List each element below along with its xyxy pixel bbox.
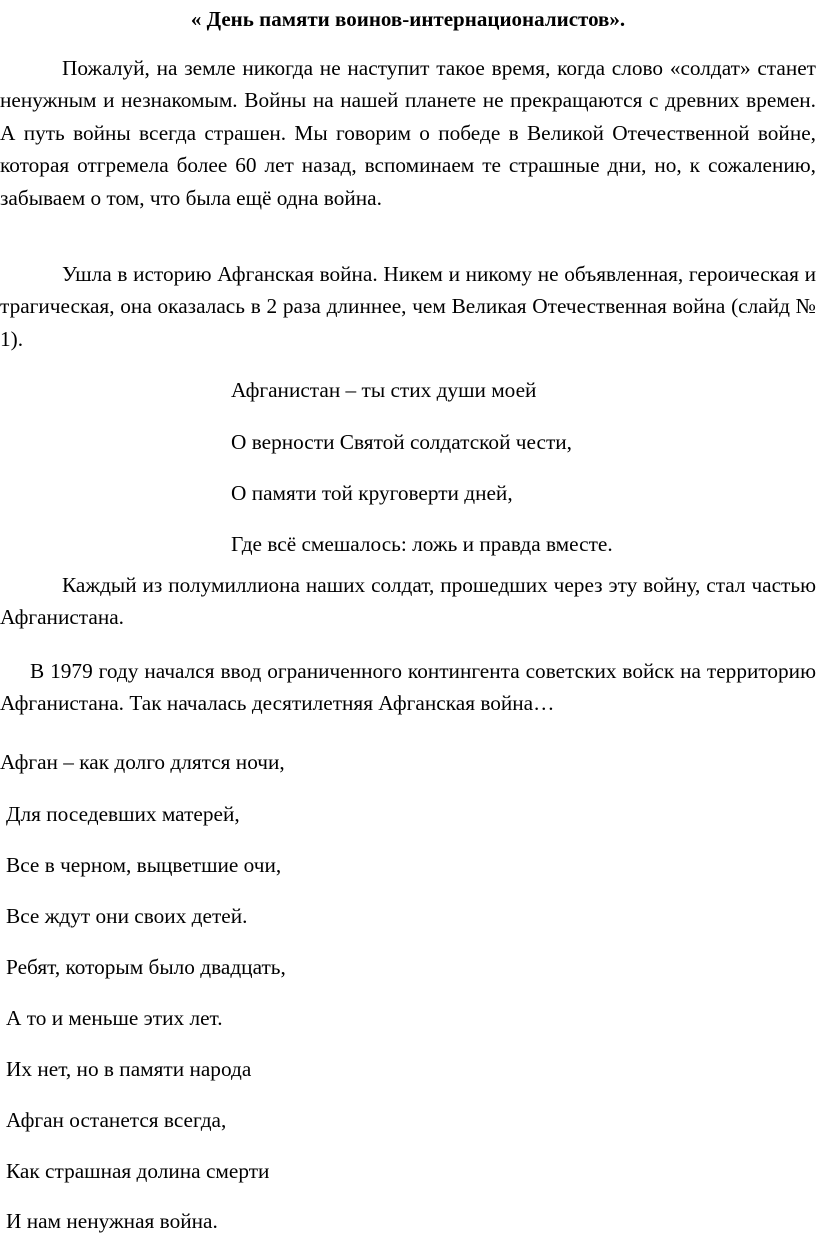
paragraph-intro: Пожалуй, на земле никогда не наступит такое время, когда слово «солдат» станет ненужным и незнакомым. Войны на нашей планете не прекращаются с древних времен. А путь войны всегда страшен. Мы говорим о победе в Великой Отечественной войне, которая отгремела более 60 лет назад, вспоминаем те страшные дни, но, к сожалению, забываем о том, что была ещё одна война.	[0, 56, 816, 210]
poem-line: О памяти той круговерти дней,	[231, 481, 513, 505]
poem-line: Афганистан – ты стих души моей	[231, 378, 537, 402]
poem-line: А то и меньше этих лет.	[6, 1006, 223, 1030]
paragraph-1979: В 1979 году начался ввод ограниченного контингента советских войск на территорию Афганистана. Так началась десятилетняя Афганская война…	[0, 659, 816, 716]
poem-line: Как страшная долина смерти	[6, 1159, 270, 1183]
paragraph-afghan-war: Ушла в историю Афганская война. Никем и никому не объявленная, героическая и трагическая, она оказалась в 2 раза длиннее, чем Великая Отечественная война (слайд № 1).	[0, 262, 816, 351]
poem-line: Афган останется всегда,	[6, 1108, 227, 1132]
poem-line: Где всё смешалось: ложь и правда вместе.	[231, 532, 613, 556]
poem-line: Для поседевших матерей,	[6, 802, 240, 826]
poem-line: Все ждут они своих детей.	[6, 904, 248, 928]
poem-line: Афган – как долго длятся ночи,	[0, 750, 285, 774]
paragraph-soldiers: Каждый из полумиллиона наших солдат, прошедших через эту войну, стал частью Афганистана.	[0, 573, 816, 630]
poem-line: Все в черном, выцветшие очи,	[6, 853, 282, 877]
poem-line: И нам ненужная война.	[6, 1209, 218, 1233]
poem-line: Их нет, но в памяти народа	[6, 1057, 252, 1081]
document-title: « День памяти воинов-интернационалистов».	[190, 7, 626, 31]
poem-line: О верности Святой солдатской чести,	[231, 430, 572, 454]
poem-line: Ребят, которым было двадцать,	[6, 955, 286, 979]
